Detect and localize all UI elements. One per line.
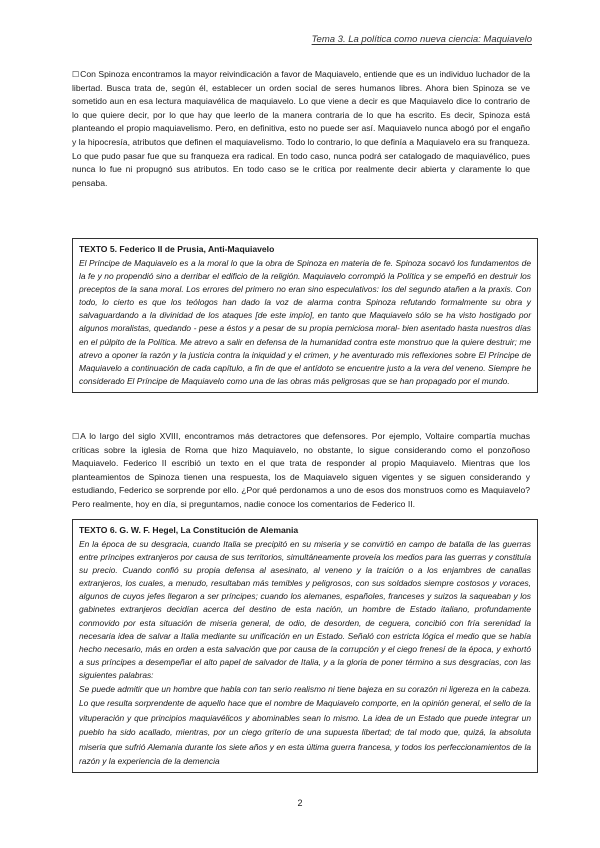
text6-title: TEXTO 6. G. W. F. Hegel, La Constitución de Alemania [79,525,299,535]
page-number: 2 [297,798,303,808]
text6-body-1: En la época de su desgracia, cuando Italia se precipitó en su miseria y se convirtió en campo de batalla de las guerras entre príncipes extranjeros por causa de sus territorios, simultáneamente proveía los medios para las guerras y constituía su precio. Cuando confió su propia defensa al asesinato, al veneno y la traición o a los enjambres de canallas extranjeros, los cuales, a menudo, resultaban más temibles y peligrosos, con sus soldados siempre costosos y voraces, algunos de cuyos jefes llegaron a ser príncipes; cuando los alemanes, españoles, franceses y suizos la saqueaban y los gabinetes extranjeros decidían acerca del destino de esta nación, un hombre de Estado italiano, profundamente conmovido por esta situación de miseria general, de odio, de desorden, de ceguera, concibió con fría serenidad la necesaria idea de salvar a Italia mediante su unificación en un Estado. Señaló con estricta lógica el medio que se había hecho necesario, más en orden a esta salvación que por causa de la corrupción y el ciego frenesí de la época, y exhortó a sus príncipes a desempeñar el alto papel de salvador de Italia, y a la gloria de poner término a sus desgracias, con las siguientes palabras: [79,539,531,680]
paragraph-text: Con Spinoza encontramos la mayor reivindicación a favor de Maquiavelo, entiende que es un individuo luchador de la libertad. Busca trata de, según él, establecer un orden social de seres humanos libres. Ahora bien Spinoza se ve sometido aun en esa lectura maquiavélica de maquiavelo. Lo que viene a decir es que Maquiavelo dice lo contrario de lo que quiere decir, por lo que hay que leerlo de la manera contraria de lo que ha escrito. Es decir, Spinoza está planteando el propio maquiavelismo. Pero, en definitiva, esto no puede ser así. Maquiavelo nunca abogó por el engaño y la hipocresía, atributos que definen el maquiavelismo. Todo lo contrario, lo que definía a Maquiavelo era su franqueza. Lo que pudo pasar fue que su franqueza era radical. En todo caso, nunca podrá ser catalogado de maquiavélico, pues nunca lo fue ni propugnó sus atributos. En todo caso se le critica por realmente decir abierta y claramente lo que pensaba. [72,69,530,188]
bullet-icon: ☐ [72,70,80,79]
text6-box [72,519,538,773]
paragraph-eighteenth-century [72,430,530,512]
paragraph-text: A lo largo del siglo XVIII, encontramos más detractores que defensores. Por ejemplo, Voltaire compartía muchas críticas sobre la iglesia de Roma que hizo Maquiavelo, no obstante, lo sigue considerando como el ponzoñoso Maquiavelo. Federico II escribió un texto en el que trata de responder al propio Maquiavelo. Mientras que los planteamientos de Spinoza tienen una respuesta, los de Maquiavelo siguen vigentes y se siguen considerando y estudiando, Federico se sorprende por ello. ¿Por qué perdonamos a uno de esos dos monstruos como es Maquiavelo? Pero realmente, hoy en día, si preguntamos, nadie conoce los comentarios de Federico II. [72,431,530,509]
bullet-icon: ☐ [72,432,80,441]
text5-body: El Príncipe de Maquiavelo es a la moral lo que la obra de Spinoza en materia de fe. Spinoza socavó los fundamentos de la fe y no propendió sino a derribar el edificio de la religión. Maquiavelo corrompió la Política y se empeñó en destruir los preceptos de la sana moral. Los errores del primero no eran sino especulativos: los del segundo atañen a la praxis. Con todo, lo cierto es que los teólogos han dado la voz de alarma contra Spinoza refutando formalmente su obra y salvaguardando a la divinidad de los ataques [de este impío], en tanto que Maquiavelo sólo se ha visto hostigado por algunos moralistas, quedando - pese a éstos y a pesar de su propia perniciosa moral- bien asentado hasta nuestros días en el púlpito de la Política. Me atrevo a salir en defensa de la humanidad contra este monstruo que la quiere destruir; me atrevo a oponer la razón y la justicia contra la iniquidad y el crimen, y he aventurado mis reflexiones sobre El Príncipe de Maquiavelo a continuación de cada capítulo, a fin de que el antídoto se encuentre justo a la vera del veneno. Siempre he considerado El Príncipe de Maquiavelo como una de las obras más peligrosas que se han propagado por el mundo. [79,258,531,386]
text6-body-2: Se puede admitir que un hombre que habla con tan serio realismo ni tiene bajeza en su corazón ni ligereza en la cabeza. Lo que resulta sorprendente de aquello hace que el nombre de Maquiavelo comporte, en la opinión general, el sello de la vituperación y que principios maquiavélicos y abominables sean lo mismo. La idea de un Estado que puede integrar un pueblo ha sido acallado, mientras, por un ciego griterío de una supuesta libertad; de tal modo que, quizá, la absoluta miseria que sufrió Alemania durante los siete años y en esta última guerra francesa, y todos los perfeccionamientos de la razón y la experiencia de la demencia [79,684,531,767]
text5-title: TEXTO 5. Federico II de Prusia, Anti-Maquiavelo [79,244,275,254]
text5-box [72,238,538,393]
running-header: Tema 3. La política como nueva ciencia: Maquiavelo [311,34,532,45]
paragraph-spinoza [72,68,530,190]
